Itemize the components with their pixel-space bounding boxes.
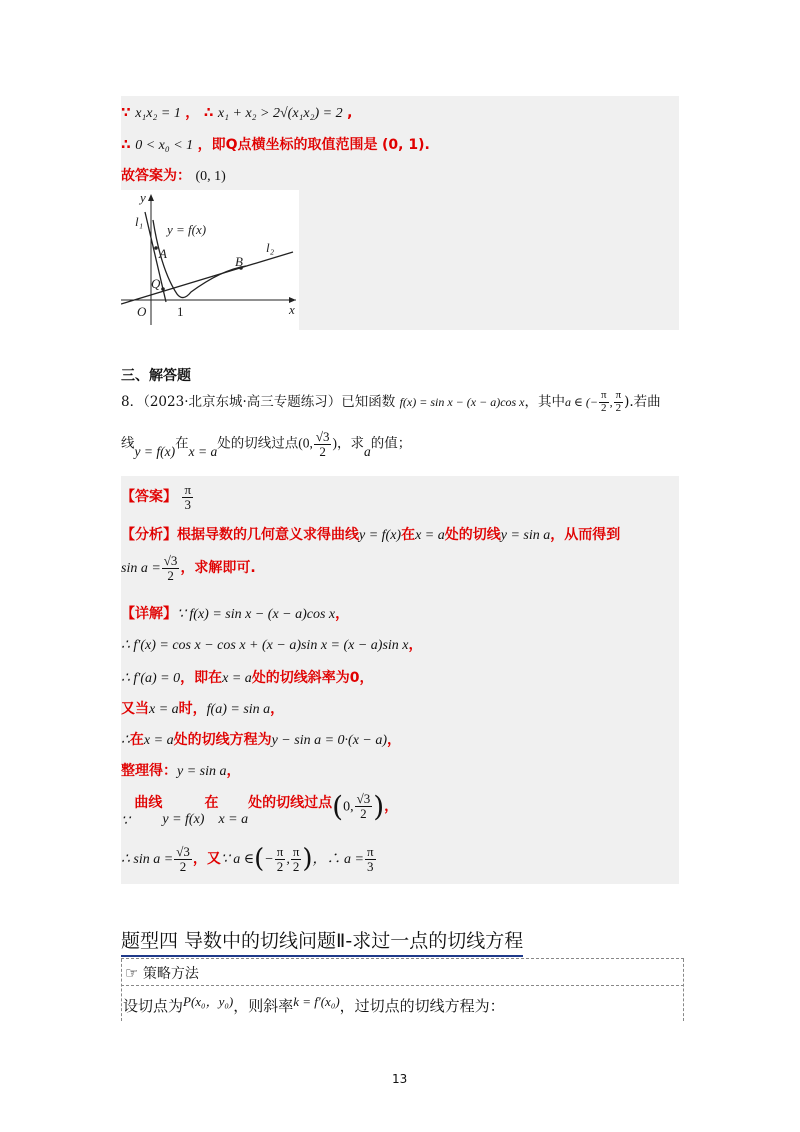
detail-line-5: ∴在x = a处的切线方程为y − sin a = 0·(x − a)， (121, 732, 402, 748)
question-8-line-2: 线y = f(x)在x = a处的切线过点(0, $\frac{√3}{2}$ )，求a的值； (121, 429, 412, 459)
label-l1: l₁ (135, 214, 144, 229)
detail-line-3: ∴ f′(a) = 0，即在x = a处的切线斜率为0， (121, 670, 374, 686)
section-heading: 三、解答题 (121, 368, 191, 384)
tangent-figure (121, 190, 311, 330)
label-O: O (137, 304, 147, 319)
strategy-body: 设切点为P(x₀，y₀)，则斜率k = f′(x₀)，过切点的切线方程为： (123, 994, 505, 1015)
pointing-hand-icon: ☞ (125, 964, 139, 982)
top-line-3: 故答案为： (0, 1) (121, 168, 226, 184)
label-B: B (235, 254, 243, 269)
detail-line-2: ∴ f′(x) = cos x − cos x + (x − a)sin x = (x − a)sin x， (121, 637, 423, 653)
label-A: A (159, 246, 167, 261)
label-x: x (289, 302, 295, 317)
detail-line-8: ∴ sin a = $\frac{√3}{2}$ ，又∵ a ∈(− $\frac{\pi}{2}$ , $\frac{\pi}{2}$ )，∴ a = $\frac{\pi}{3}$ (121, 843, 374, 874)
page-number: 13 (392, 1072, 408, 1086)
label-l2: l₂ (266, 240, 275, 255)
label-Q: Q (151, 276, 161, 291)
label-1: 1 (177, 304, 184, 319)
analysis-line-2: sin a = $\frac{√3}{2}$ ，求解即可. (121, 553, 256, 583)
point-Q (161, 287, 165, 291)
top-line-2: ∴ 0 < x₀ < 1 ，即Q点横坐标的取值范围是 (0, 1). (121, 137, 430, 153)
point-A (154, 246, 158, 250)
detail-line-6: 整理得：y = sin a， (121, 763, 241, 779)
top-line-1: ∵ x₁x₂ = 1 ， ∴ x₁ + x₂ > 2√(x₁x₂) = 2 , (121, 105, 353, 121)
detail-line-4: 又当x = a时，f(a) = sin a， (121, 701, 285, 717)
strategy-box (121, 958, 684, 1021)
analysis-line-1: 【分析】根据导数的几何意义求得曲线y = f(x)在x = a处的切线y = sin a，从而得到 (121, 527, 621, 543)
section-title-type4: 题型四 导数中的切线问题Ⅱ-求过一点的切线方程 (121, 926, 523, 957)
label-y: y (140, 190, 146, 205)
question-8-line-1: 8．（2023·北京东城·高三专题练习）已知函数 f(x) = sin x − (x − a)cos x，其中a ∈ (− $\frac{\pi}{2}$ , $\frac{\pi}{2}$ ).若曲 (121, 389, 661, 414)
detail-line-7: ∵ 曲线y = f(x)在x = a处的切线过点(0, $\frac{√3}{2}$ )， (121, 790, 399, 829)
answer-line: 【答案】 $\frac{\pi}{3}$ (121, 482, 192, 512)
label-f: y = f(x) (167, 222, 207, 237)
detail-line-1: 【详解】∵ f(x) = sin x − (x − a)cos x， (121, 606, 350, 622)
strategy-header: ☞ 策略方法 (125, 964, 199, 982)
